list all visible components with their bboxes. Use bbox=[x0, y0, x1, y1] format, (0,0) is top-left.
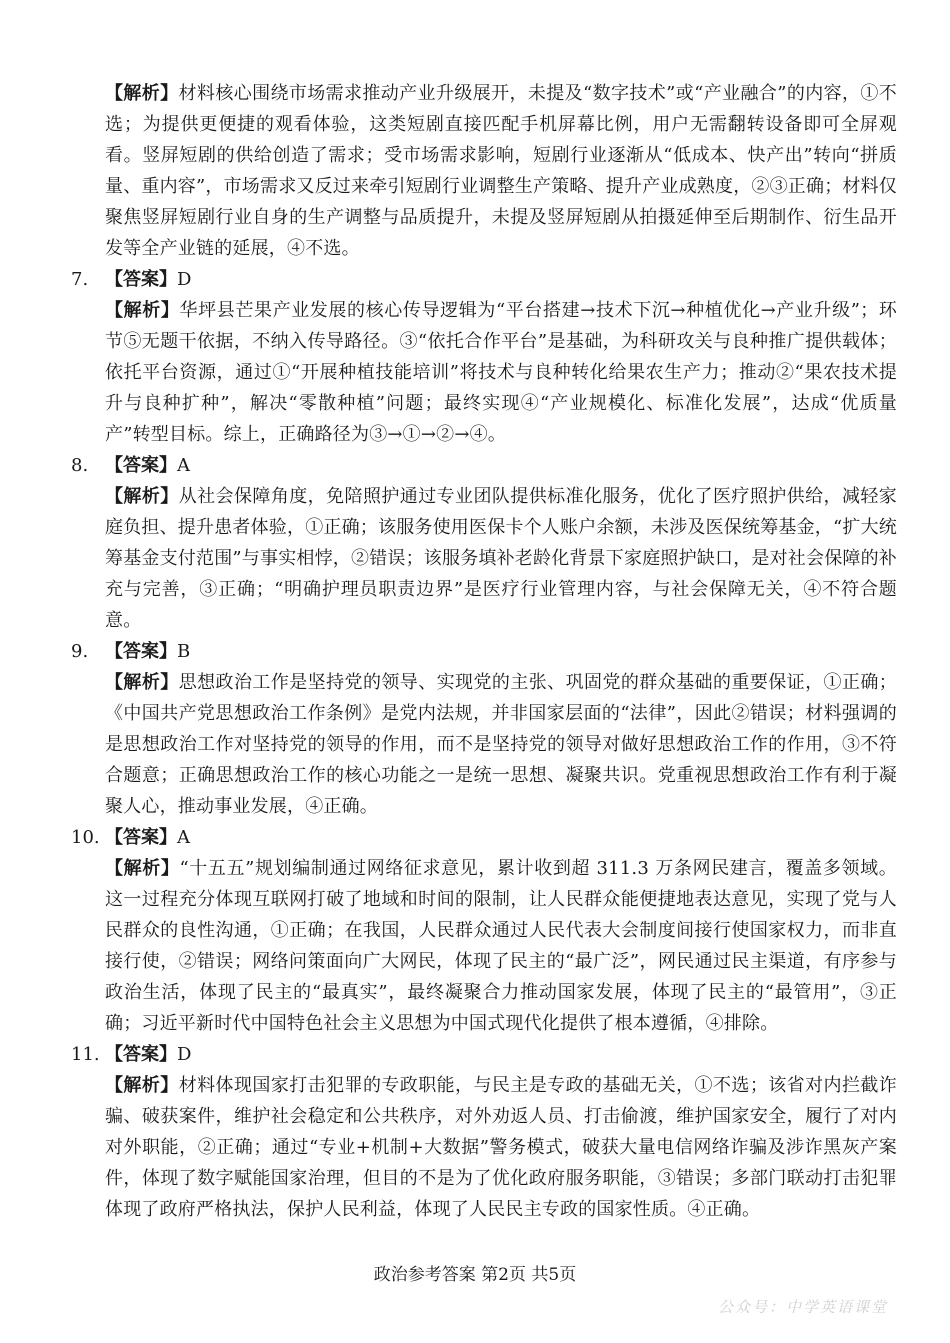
question-number: 10. bbox=[71, 827, 100, 848]
analysis-paragraph bbox=[105, 853, 897, 1039]
analysis-text: 材料核心围绕市场需求推动产业升级展开，未提及“数字技术”或“产业融合”的内容，①不选；为提供更便捷的观看体验，这类短剧直接匹配手机屏幕比例，用户无需翻转设备即可全屏观看。竖屏短剧的供给创造了需求；受市场需求影响，短剧行业逐渐从“低成本、快产出”转向“拼质量、重内容”，市场需求又反过来牵引短剧行业调整生产策略、提升产业成熟度，②③正确；材料仅聚焦竖屏短剧行业自身的生产调整与品质提升，未提及竖屏短剧从拍摄延伸至后期制作、衍生品开发等全产业链的延展，④不选。 bbox=[105, 83, 897, 259]
answer-label: 【答案】 bbox=[105, 269, 177, 290]
answer-line bbox=[71, 1039, 897, 1070]
watermark: 公众号：中学英语课堂 bbox=[717, 1298, 888, 1316]
question-9 bbox=[65, 636, 897, 822]
answer-value: A bbox=[177, 827, 190, 848]
answer-content bbox=[65, 78, 897, 1225]
analysis-text: “十五五”规划编制通过网络征求意见，累计收到超 311.3 万条网民建言，覆盖多领域。这一过程充分体现互联网打破了地域和时间的限制，让人民群众能便捷地表达意见，实现了党与人民群众的良性沟通，①正确；在我国，人民群众通过人民代表大会制度间接行使国家权力，而非直接行使，②错误；网络问策面向广大网民，体现了民主的“最广泛”，网民通过民主渠道，有序参与政治生活，体现了民主的“最真实”，最终凝聚合力推动国家发展，体现了民主的“最管用”，③正确；习近平新时代中国特色社会主义思想为中国式现代化提供了根本遵循，④排除。 bbox=[105, 858, 897, 1034]
answer-value: B bbox=[177, 641, 191, 662]
analysis-label: 【解析】 bbox=[105, 672, 179, 693]
answer-label: 【答案】 bbox=[105, 455, 177, 476]
answer-line bbox=[71, 450, 897, 481]
analysis-label: 【解析】 bbox=[105, 300, 180, 321]
analysis-label: 【解析】 bbox=[105, 858, 180, 879]
answer-value: D bbox=[177, 1044, 192, 1065]
answer-line bbox=[71, 822, 897, 853]
analysis-label: 【解析】 bbox=[105, 83, 179, 104]
question-number: 9. bbox=[71, 641, 89, 662]
analysis-label: 【解析】 bbox=[105, 486, 179, 507]
answer-value: D bbox=[177, 269, 192, 290]
analysis-text: 华坪县芒果产业发展的核心传导逻辑为“平台搭建→技术下沉→种植优化→产业升级”；环节⑤无题干依据，不纳入传导路径。③“依托合作平台”是基础，为科研攻关与良种推广提供载体；依托平台资源，通过①“开展种植技能培训”将技术与良种转化给果农生产力；推动②“果农技术提升与良种扩种”，解决“零散种植”问题；最终实现④“产业规模化、标准化发展”，达成“优质量产”转型目标。综上，正确路径为③→①→②→④。 bbox=[105, 300, 897, 445]
answer-value: A bbox=[177, 455, 190, 476]
question-number: 11. bbox=[71, 1044, 100, 1065]
answer-line bbox=[71, 264, 897, 295]
analysis-paragraph bbox=[105, 78, 897, 264]
question-number: 8. bbox=[71, 455, 89, 476]
page-footer: 政治参考答案 第2页 共5页 bbox=[373, 1265, 577, 1285]
question-10 bbox=[65, 822, 897, 1039]
question-11 bbox=[65, 1039, 897, 1225]
analysis-text: 材料体现国家打击犯罪的专政职能，与民主是专政的基础无关，①不选；该省对内拦截诈骗、破获案件，维护社会稳定和公共秩序，对外劝返人员、打击偷渡，维护国家安全，履行了对内对外职能，②正确；通过“专业+机制+大数据”警务模式，破获大量电信网络诈骗及涉诈黑灰产案件，体现了数字赋能国家治理，但目的不是为了优化政府服务职能，③错误；多部门联动打击犯罪体现了政府严格执法，保护人民利益，体现了人民民主专政的国家性质。④正确。 bbox=[105, 1075, 897, 1220]
answer-label: 【答案】 bbox=[105, 827, 177, 848]
analysis-text: 从社会保障角度，免陪照护通过专业团队提供标准化服务，优化了医疗照护供给，减轻家庭负担、提升患者体验，①正确；该服务使用医保卡个人账户余额，未涉及医保统筹基金，“扩大统筹基金支付范围”与事实相悖，②错误；该服务填补老龄化背景下家庭照护缺口，是对社会保障的补充与完善，③正确；“明确护理员职责边界”是医疗行业管理内容，与社会保障无关，④不符合题意。 bbox=[105, 486, 897, 631]
answer-label: 【答案】 bbox=[105, 1044, 177, 1065]
analysis-paragraph bbox=[105, 481, 897, 636]
analysis-text: 思想政治工作是坚持党的领导、实现党的主张、巩固党的群众基础的重要保证，①正确；《中国共产党思想政治工作条例》是党内法规，并非国家层面的“法律”，因此②错误；材料强调的是思想政治工作对坚持党的领导的作用，而不是坚持党的领导对做好思想政治工作的作用，③不符合题意；正确思想政治工作的核心功能之一是统一思想、凝聚共识。党重视思想政治工作有利于凝聚人心，推动事业发展，④正确。 bbox=[105, 672, 897, 817]
analysis-paragraph bbox=[105, 667, 897, 822]
analysis-paragraph bbox=[105, 1070, 897, 1225]
question-number: 7. bbox=[71, 269, 89, 290]
analysis-label: 【解析】 bbox=[105, 1075, 179, 1096]
question-6-analysis bbox=[65, 78, 897, 264]
answer-line bbox=[71, 636, 897, 667]
analysis-paragraph bbox=[105, 295, 897, 450]
answer-label: 【答案】 bbox=[105, 641, 177, 662]
question-8 bbox=[65, 450, 897, 636]
question-7 bbox=[65, 264, 897, 450]
